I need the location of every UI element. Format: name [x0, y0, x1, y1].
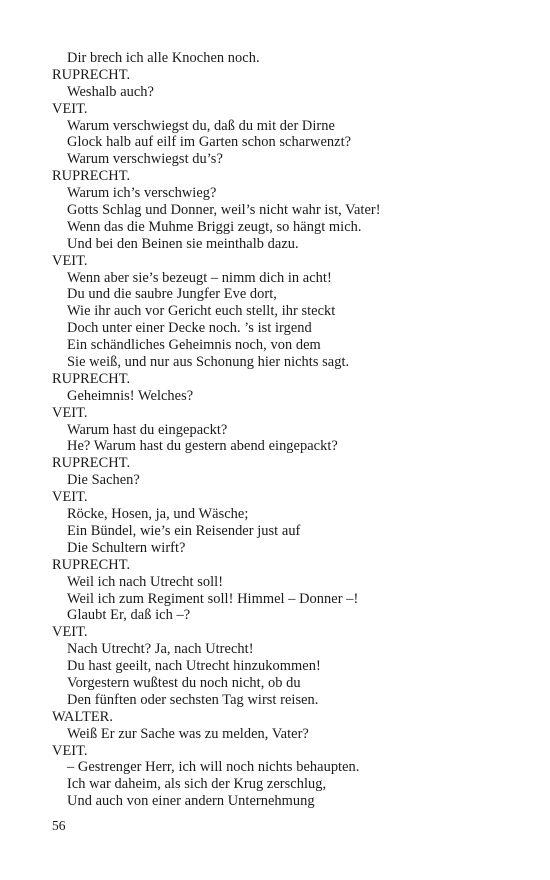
speaker-name: VEIT. [52, 742, 88, 759]
speaker-name: WALTER. [52, 708, 113, 725]
verse-line: Geheimnis! Welches? [67, 387, 194, 404]
speaker-name: RUPRECHT. [52, 556, 131, 573]
verse-line: Glaubt Er, daß ich –? [67, 607, 191, 624]
verse-line: Sie weiß, und nur aus Schonung hier nichts sagt. [67, 354, 350, 371]
speaker-name: VEIT. [52, 252, 88, 269]
verse-line: Weiß Er zur Sache was zu melden, Vater? [67, 725, 309, 742]
verse-line: Warum verschwiegst du’s? [67, 151, 223, 168]
verse-line: Weil ich nach Utrecht soll! [67, 573, 224, 590]
verse-line: Den fünften oder sechsten Tag wirst reisen. [67, 691, 319, 708]
verse-line: Röcke, Hosen, ja, und Wäsche; [67, 506, 249, 523]
verse-line: Die Sachen? [67, 472, 140, 489]
verse-line: Weil ich zum Regiment soll! Himmel – Donner –! [67, 590, 359, 607]
verse-line: Glock halb auf eilf im Garten schon scharwenzt? [67, 134, 352, 151]
verse-line: Und auch von einer andern Unternehmung [67, 793, 315, 810]
speaker-name: VEIT. [52, 489, 88, 506]
verse-line: Dir brech ich alle Knochen noch. [67, 50, 260, 66]
speaker-name: RUPRECHT. [52, 66, 131, 83]
verse-line: Gotts Schlag und Donner, weil’s nicht wahr ist, Vater! [67, 202, 381, 219]
verse-line: Nach Utrecht? Ja, nach Utrecht! [67, 641, 254, 658]
speaker-name: RUPRECHT. [52, 455, 131, 472]
speaker-name: RUPRECHT. [52, 168, 131, 185]
verse-line: Doch unter einer Decke noch. ’s ist irgend [67, 320, 312, 337]
verse-line: Du und die saubre Jungfer Eve dort, [67, 286, 277, 303]
verse-line: Ein Bündel, wie’s ein Reisender just auf [67, 522, 301, 539]
speaker-name: VEIT. [52, 404, 88, 421]
verse-line: Wie ihr auch vor Gericht euch stellt, ihr steckt [67, 303, 336, 320]
verse-line: Die Schultern wirft? [67, 539, 186, 556]
verse-line: He? Warum hast du gestern abend eingepackt? [67, 438, 338, 455]
play-text [52, 50, 522, 810]
verse-line: – Gestrenger Herr, ich will noch nichts behaupten. [67, 759, 360, 776]
verse-line: Wenn aber sie’s bezeugt – nimm dich in acht! [67, 269, 332, 286]
verse-line: Ein schändliches Geheimnis noch, von dem [67, 337, 321, 354]
verse-line: Und bei den Beinen sie meinthalb dazu. [67, 235, 299, 252]
verse-line: Du hast geeilt, nach Utrecht hinzukommen! [67, 658, 321, 675]
speaker-name: VEIT. [52, 624, 88, 641]
speaker-name: RUPRECHT. [52, 370, 131, 387]
verse-line: Weshalb auch? [67, 83, 154, 100]
verse-line: Warum verschwiegst du, daß du mit der Dirne [67, 117, 335, 134]
verse-line: Vorgestern wußtest du noch nicht, ob du [67, 674, 301, 691]
verse-line: Wenn das die Muhme Briggi zeugt, so hängt mich. [67, 218, 362, 235]
verse-line: Warum ich’s verschwieg? [67, 185, 217, 202]
verse-line: Ich war daheim, als sich der Krug zerschlug, [67, 776, 327, 793]
verse-line: Warum hast du eingepackt? [67, 421, 228, 438]
speaker-name: VEIT. [52, 100, 88, 117]
page-number: 56 [52, 818, 66, 833]
